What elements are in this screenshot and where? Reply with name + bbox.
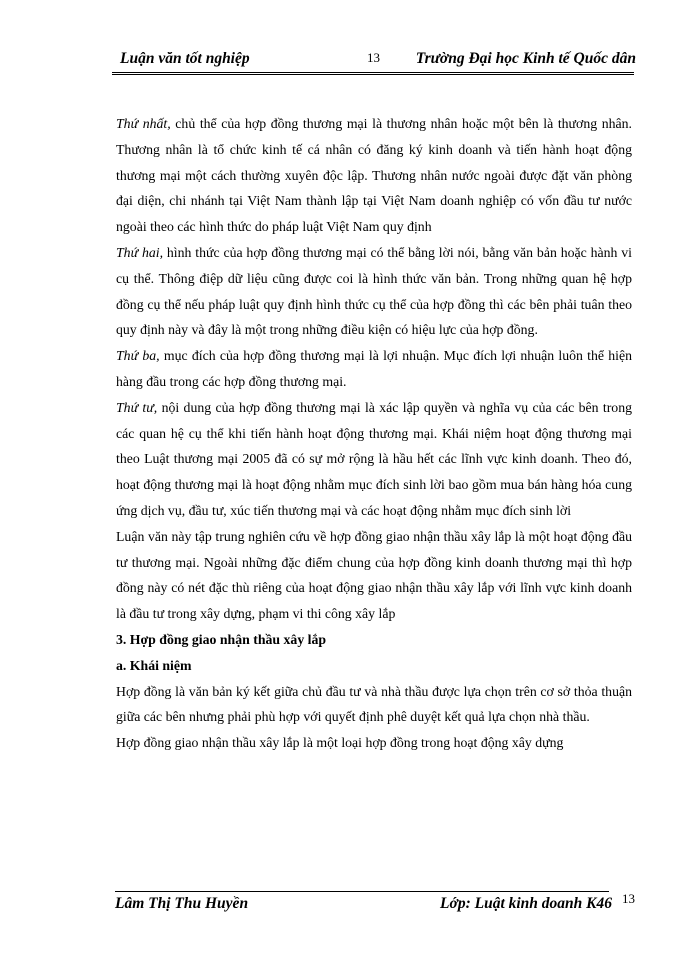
paragraph-lead: Thứ hai,	[116, 244, 164, 260]
paragraph-lead: Thứ tư,	[116, 399, 158, 415]
paragraph-definition: Hợp đồng là văn bản ký kết giữa chủ đầu tư và nhà thầu được lựa chọn trên cơ sở thỏa thuận giữa các bên nhưng phải phù hợp với quyết định phê duyệt kết quả lựa chọn nhà thầu.	[116, 683, 632, 725]
footer-rule	[115, 891, 609, 892]
paragraph-text: mục đích của hợp đồng thương mại là lợi nhuận. Mục đích lợi nhuận luôn thể hiện hàng đầu trong các hợp đồng thương mại.	[116, 348, 632, 389]
header-university: Trường Đại học Kinh tế Quốc dân	[415, 50, 636, 67]
paragraph-lead: Thứ nhất,	[116, 116, 171, 131]
paragraph-third	[116, 343, 632, 395]
paragraph-fourth	[116, 395, 632, 524]
paragraph-second	[116, 240, 632, 343]
paragraph-text: chủ thể của hợp đồng thương mại là thương nhân hoặc một bên là thương nhân. Thương nhân là tổ chức kinh tế cá nhân có đăng ký kinh doanh và tiến hành hoạt động thương mại một cách thường xuyên độc lập. Thương nhân nước ngoài được đặt văn phòng đại diện, chi nhánh tại Việt Nam thành lập tại Việt Nam doanh nghiệp có vốn đầu tư nước ngoài theo các hình thức do pháp luật Việt Nam quy định	[116, 116, 632, 235]
paragraph-contract-type: Hợp đồng giao nhận thầu xây lắp là một loại hợp đồng trong hoạt động xây dựng	[116, 735, 564, 751]
paragraph-lead: Thứ ba,	[116, 348, 160, 364]
paragraph-text: nội dung của hợp đồng thương mại là xác lập quyền và nghĩa vụ của các bên trong các quan hệ cụ thể khi tiến hành hoạt động thương mại. Khái niệm hoạt động thương mại theo Luật thương mại 2005 đã có sự mở rộng là hầu hết các lĩnh vực kinh doanh. Theo đó, hoạt động thương mại là hoạt động nhằm mục đích sinh lời bao gồm mua bán hàng hóa cung ứng dịch vụ, đầu tư, xúc tiến thương mại và các hoạt động nhằm mục đích sinh lời	[116, 399, 633, 518]
header-rule	[112, 72, 634, 73]
footer-class: Lớp: Luật kinh doanh K46	[440, 895, 612, 912]
section-heading: 3. Hợp đồng giao nhận thầu xây lắp	[116, 631, 327, 647]
subsection-heading: a. Khái niệm	[116, 657, 192, 673]
header-thesis-label: Luận văn tốt nghiệp	[120, 50, 250, 67]
paragraph-first	[116, 111, 632, 240]
footer-page-number: 13	[622, 891, 635, 906]
footer-author: Lâm Thị Thu Huyền	[115, 895, 249, 912]
header-rule-double	[112, 74, 634, 75]
paragraph-text: hình thức của hợp đồng thương mại có thể bằng lời nói, bằng văn bản hoặc hành vi cụ thể. Thông điệp dữ liệu cũng được coi là hình thức văn bản. Trong những quan hệ hợp đồng cụ thể nếu pháp luật quy định hình thức cụ thể của hợp đồng thì các bên phải tuân theo quy định này và đây là một trong những điều kiện có hiệu lực của hợp đồng.	[116, 244, 632, 338]
document-body	[116, 111, 632, 756]
page-header	[112, 46, 634, 72]
header-page-number: 13	[367, 50, 380, 65]
paragraph-thesis-focus: Luận văn này tập trung nghiên cứu về hợp đồng giao nhận thầu xây lắp là một hoạt động đầu tư thương mại. Ngoài những đặc điểm chung của hợp đồng kinh doanh thương mại thì hợp đồng này có nét đặc thù riêng của hoạt động giao nhận thầu xây lắp với lĩnh vực kinh doanh là đầu tư trong xây dựng, phạm vi thi công xây lắp	[116, 528, 632, 622]
